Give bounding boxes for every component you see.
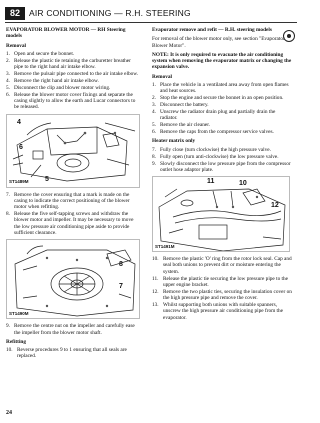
intro-text: For removal of the blower motor only, see section "Evaporator Blower Motor". (152, 36, 285, 49)
figure-id: ST1489M (9, 179, 29, 185)
page-number: 24 (6, 410, 12, 416)
removal-heading: Removal (152, 73, 173, 80)
refit-steps (6, 347, 141, 360)
heater-steps (152, 147, 292, 173)
page-header (5, 6, 297, 22)
removal-steps (6, 51, 141, 111)
steps-10-13 (152, 256, 292, 321)
step-item: 2. Release the plastic tie retaining the carburetter breather pipe to the right hand air intake elbow. (6, 57, 131, 71)
removal-heading: Removal (6, 42, 27, 49)
margin-symbol-icon (283, 30, 295, 42)
evaporator-illustration (153, 177, 290, 252)
step-item: 4. Unscrew the radiator drain plug and partially drain the radiator. (152, 109, 276, 122)
steps-7-8 (6, 192, 141, 237)
step-item: 6. Remove the caps from the compressor service valves. (152, 129, 274, 136)
impeller-illustration (7, 240, 140, 319)
section-title: AIR CONDITIONING — R.H. STEERING (29, 8, 191, 18)
step-item: 1. Place the vehicle in a ventilated area away from open flames and heat sources. (152, 82, 289, 95)
callout-label: 4 (17, 118, 21, 126)
figure-evaporator-pipes (152, 176, 290, 252)
note-text: NOTE: It is only required to evacuate the air conditioning system when removing the evaporator matrix or changing the expansion valve. (152, 51, 292, 71)
callout-label: 8 (119, 261, 123, 269)
figure-id: ST1490M (9, 310, 29, 316)
figure-blower-impeller (6, 239, 140, 319)
step-item: 2. Stop the engine and secure the bonnet in an open position. (152, 95, 284, 102)
step-item: 9. Slowly disconnect the low pressure pipe from the compressor outlet hose adaptor plate. (152, 160, 291, 173)
section-heading: Evaporator remove and refit — R.H. steering models (152, 27, 272, 33)
step-item: 12. Remove the two plastic ties, securing the insulation cover on the high pressure pipe and remove the cover. (152, 288, 292, 302)
heater-heading: Heater matrix only (152, 138, 196, 145)
step-item: 8. Fully open (turn anti-clockwise) the low pressure valve. (152, 153, 279, 160)
step-item: 1. Open and secure the bonnet. (6, 50, 75, 57)
step-item: 5. Remove the air cleaner. (152, 122, 211, 129)
callout-label: 10 (239, 180, 247, 188)
section-badge: 82 (5, 7, 25, 20)
step-item: 3. Disconnect the battery. (152, 102, 209, 109)
callout-label: 6 (19, 143, 23, 151)
step-item: 11. Release the plastic tie securing the low pressure pipe to the upper engine bracket. (152, 275, 289, 288)
left-column (6, 27, 141, 360)
callout-label: 11 (207, 178, 215, 186)
right-column (152, 27, 292, 321)
step-item: 5. Disconnect the clip and blower motor wiring. (6, 84, 111, 91)
step-item: 9. Remove the centre nut on the impeller and carefully ease the impeller from the blower motor shaft. (6, 323, 135, 336)
step-item: 3. Remove the pulsair pipe connected to the air intake elbow. (6, 70, 139, 77)
section-heading: EVAPORATOR BLOWER MOTOR — RH Steering models (6, 27, 126, 40)
step-item: 4. Remove the right hand air intake elbow. (6, 77, 99, 84)
blower-motor-illustration (7, 115, 140, 188)
figure-blower-motor-wiring (6, 114, 140, 188)
callout-label: 7 (119, 283, 123, 291)
step-9 (6, 323, 141, 336)
step-item: 7. Fully close (turn clockwise) the high pressure valve. (152, 146, 271, 153)
step-item: 7. Remove the cover ensuring that a mark is made on the casing to indicate the correct positioning of the blower motor when refitting. (6, 191, 130, 211)
step-item: 10. Reverse procedures 9 to 1 ensuring that all seals are replaced. (6, 347, 127, 360)
callout-label: 12 (271, 202, 279, 210)
header-rule (5, 22, 297, 23)
callout-label: 5 (45, 175, 49, 183)
step-item: 13. Whilst supporting both unions with suitable spanners, unscrew the high pressure air conditioning pipe from the evaporator. (152, 301, 284, 321)
removal-steps (152, 82, 292, 135)
step-item: 8. Release the five self-tapping screws and withdraw the blower motor and impeller. It may be necessary to move the low pressure air conditioning pipe aside to provide sufficient clearance. (6, 211, 134, 236)
step-item: 6. Release the blower motor cover fixings and separate the casing slightly to allow the earth and Lucar connectors to be released. (6, 91, 136, 111)
figure-id: ST1491M (155, 243, 175, 249)
step-item: 10. Remove the plastic 'O' ring from the rotor lock seal. Cap and seal both unions to prevent dirt or moisture entering the system. (152, 256, 292, 275)
refitting-heading: Refitting (6, 338, 27, 345)
